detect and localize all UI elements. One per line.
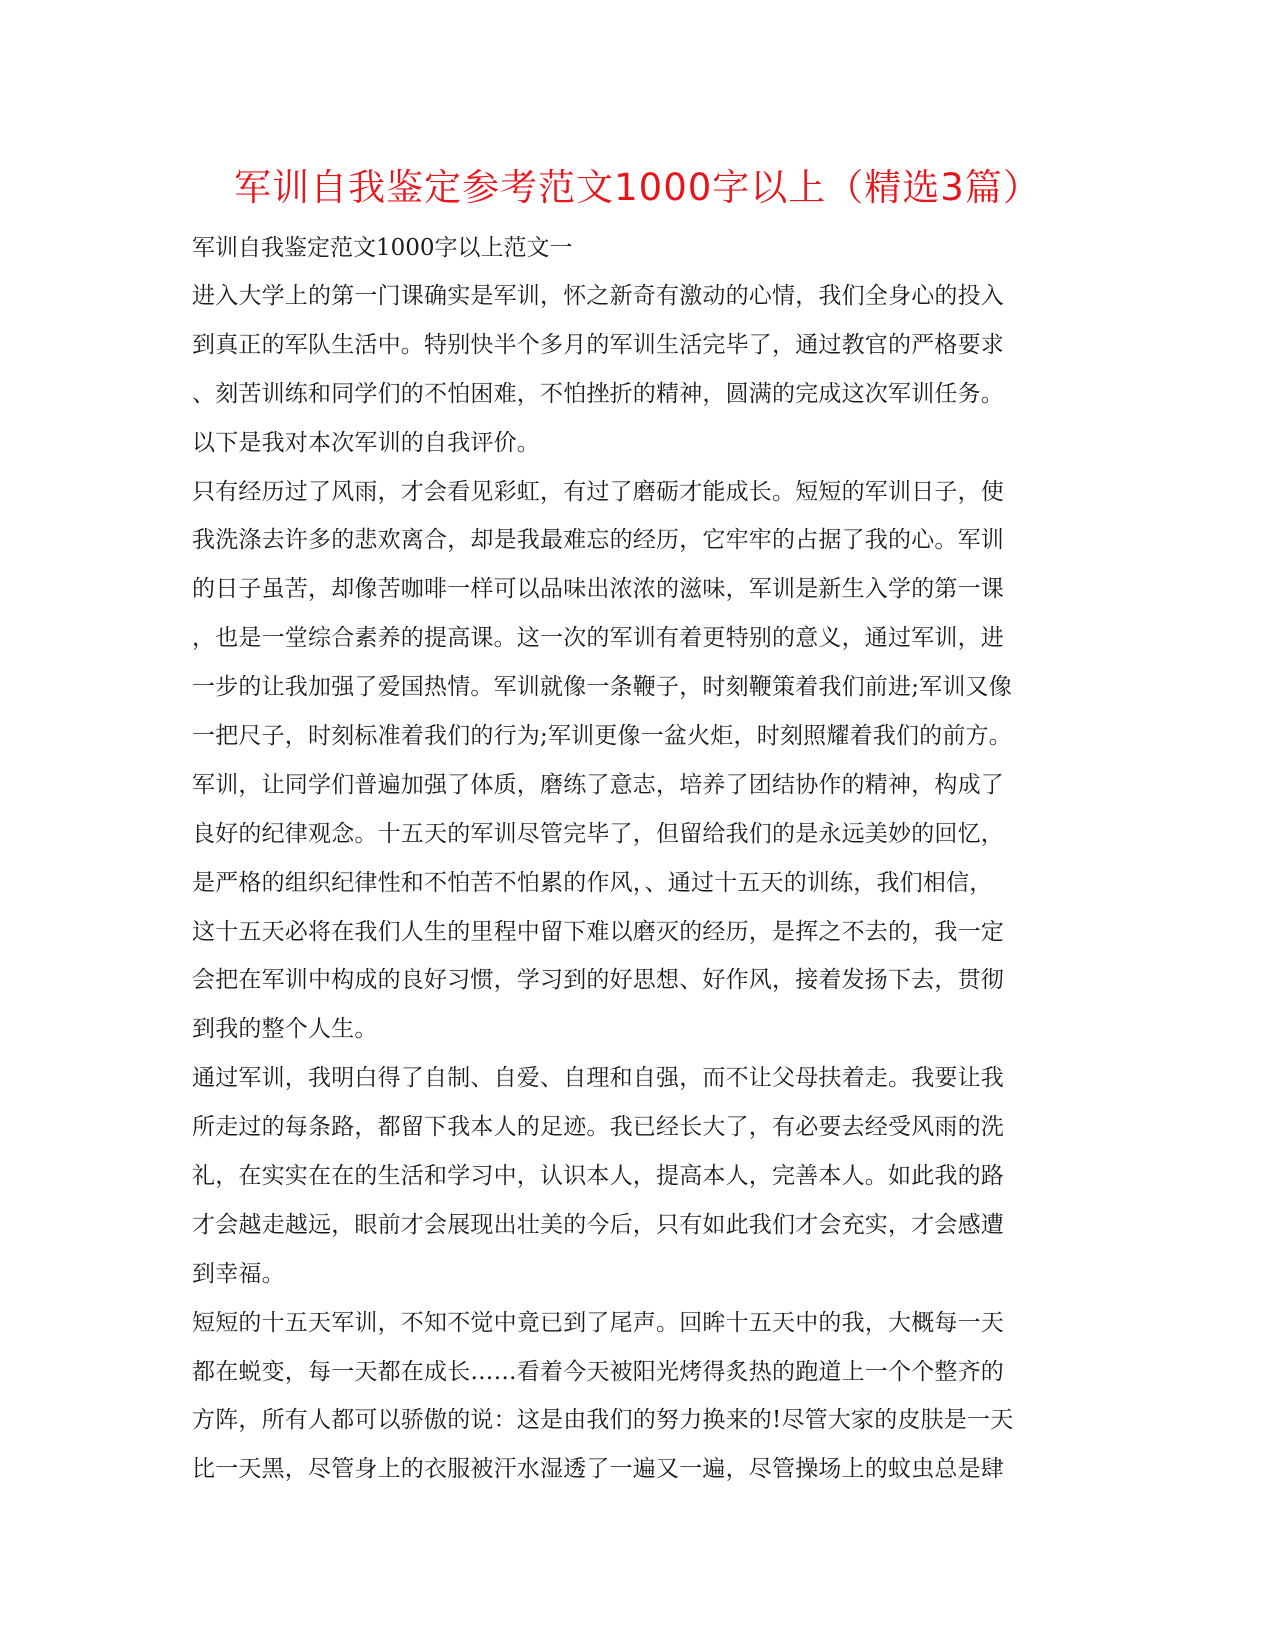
text-line: 方阵，所有人都可以骄傲的说：这是由我们的努力换来的!尽管大家的皮肤是一天 [192,1407,1014,1434]
text-line: 进入大学上的第一门课确实是军训，怀之新奇有激动的心情，我们全身心的投入 [192,283,1004,309]
text-line: 比一天黑，尽管身上的衣服被汗水湿透了一遍又一遍，尽管操场上的蚊虫总是肆 [192,1456,1004,1483]
document-title: 军训自我鉴定参考范文1000字以上（精选3篇） [234,166,1041,209]
text-line: 通过军训，我明白得了自制、自爱、自理和自强，而不让父母扶着走。我要让我 [192,1065,1004,1092]
text-line: 都在蜕变，每一天都在成长……看着今天被阳光烤得炙热的跑道上一个个整齐的 [192,1358,1004,1385]
text-line: 良好的纪律观念。十五天的军训尽管完毕了，但留给我们的是永远美妙的回忆， [192,820,1004,847]
text-line: 一把尺子，时刻标准着我们的行为;军训更像一盆火炬，时刻照耀着我们的前方。 [192,723,1012,750]
text-line: 、刻苦训练和同学们的不怕困难，不怕挫折的精神，圆满的完成这次军训任务。 [192,380,1004,407]
text-line: 军训，让同学们普遍加强了体质，磨练了意志，培养了团结协作的精神，构成了 [192,771,1004,798]
text-line: 一步的让我加强了爱国热情。军训就像一条鞭子，时刻鞭策着我们前进;军训又像 [192,674,1012,701]
text-line: 会把在军训中构成的良好习惯，学习到的好思想、好作风，接着发扬下去，贯彻 [192,967,1004,994]
text-line: 到我的整个人生。 [192,1016,378,1043]
text-line: ，也是一堂综合素养的提高课。这一次的军训有着更特别的意义，通过军训，进 [192,625,1004,652]
text-line: 所走过的每条路，都留下我本人的足迹。我已经长大了，有必要去经受风雨的洗 [192,1114,1004,1141]
text-line: 礼，在实实在在的生活和学习中，认识本人，提高本人，完善本人。如此我的路 [192,1163,1004,1190]
text-line: 的日子虽苦，却像苦咖啡一样可以品味出浓浓的滋味，军训是新生入学的第一课 [192,576,1004,603]
text-line: 到幸福。 [192,1260,285,1287]
text-line: 是严格的组织纪律性和不怕苦不怕累的作风，、通过十五天的训练，我们相信， [192,869,993,896]
text-line: 到真正的军队生活中。特别快半个多月的军训生活完毕了，通过教官的严格要求 [192,331,1004,358]
text-line: 以下是我对本次军训的自我评价。 [192,429,540,456]
text-line: 才会越走越远，眼前才会展现出壮美的今后，只有如此我们才会充实，才会感遭 [192,1211,1004,1238]
text-line: 我洗涤去许多的悲欢离合，却是我最难忘的经历，它牢牢的占据了我的心。军训 [192,527,1004,554]
text-line: 这十五天必将在我们人生的里程中留下难以磨灭的经历，是挥之不去的，我一定 [192,918,1004,945]
section-heading: 军训自我鉴定范文1000字以上范文一 [192,235,573,261]
text-line: 只有经历过了风雨，才会看见彩虹，有过了磨砺才能成长。短短的军训日子，使 [192,478,1004,505]
body-text [192,272,1092,1494]
text-line: 短短的十五天军训，不知不觉中竟已到了尾声。回眸十五天中的我，大概每一天 [192,1309,1004,1336]
